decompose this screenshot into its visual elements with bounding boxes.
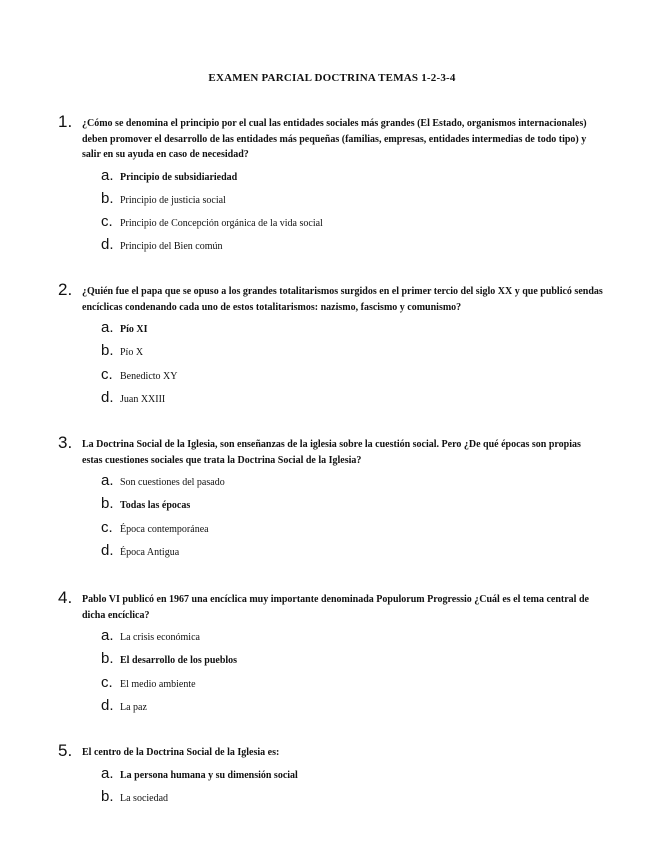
- option-letter: b.: [101, 787, 114, 805]
- option-d: [101, 390, 603, 413]
- question-3: [58, 433, 603, 566]
- option-letter: d.: [101, 388, 114, 406]
- option-letter: d.: [101, 696, 114, 714]
- option-letter: b.: [101, 650, 114, 668]
- option-letter: d.: [101, 236, 114, 254]
- question-number: 3.: [58, 433, 73, 452]
- option-letter: a.: [101, 166, 114, 184]
- question-text: Pablo VI publicó en 1967 una encíclica muy importante denominada Populorum Progressio ¿Cuál es el tema central de dicha encíclica?: [82, 594, 589, 621]
- options-list: [101, 628, 603, 721]
- options-list: [101, 473, 603, 566]
- question-text: La Doctrina Social de la Iglesia, son enseñanzas de la iglesia sobre la cuestión social. Pero ¿De qué épocas son propias estas cuestiones sociales que trata la Doctrina Social de la Iglesia?: [82, 439, 581, 466]
- option-d: [101, 543, 603, 566]
- option-text: Época Antigua: [120, 546, 180, 558]
- question-number: 2.: [58, 280, 73, 299]
- option-letter: d.: [101, 541, 114, 559]
- question-text: ¿Cómo se denomina el principio por el cual las entidades sociales más grandes (El Estado, organismos internacionales) deben promover el desarrollo de las entidades más pequeñas (familias, empresas, entidades intermedias de todo tipo) y salir en su ayuda en caso de necesidad?: [82, 118, 587, 160]
- option-text: Son cuestiones del pasado: [120, 477, 225, 488]
- question-4: [58, 588, 603, 721]
- option-letter: a.: [101, 764, 114, 782]
- option-a: [101, 766, 603, 789]
- question-text: El centro de la Doctrina Social de la Iglesia es:: [82, 747, 280, 758]
- exam-title: EXAMEN PARCIAL DOCTRINA TEMAS 1-2-3-4: [208, 72, 456, 84]
- option-letter: c.: [101, 365, 113, 383]
- option-letter: a.: [101, 319, 114, 336]
- option-letter: c.: [101, 213, 113, 231]
- option-b: [101, 789, 603, 812]
- option-c: [101, 520, 603, 543]
- option-text: Principio de justicia social: [120, 194, 226, 206]
- option-letter: b.: [101, 495, 114, 513]
- option-letter: c.: [101, 673, 113, 691]
- option-text: El medio ambiente: [120, 678, 196, 690]
- option-b: [101, 496, 603, 519]
- option-c: [101, 367, 603, 390]
- option-a: [101, 168, 603, 191]
- options-list: [101, 766, 603, 813]
- option-text: La paz: [120, 701, 147, 713]
- option-d: [101, 698, 603, 721]
- option-letter: a.: [101, 472, 114, 489]
- question-2: [58, 280, 603, 413]
- option-d: [101, 237, 603, 260]
- option-letter: b.: [101, 342, 114, 360]
- option-text: La sociedad: [120, 792, 169, 804]
- option-text: Época contemporánea: [120, 523, 209, 535]
- option-b: [101, 343, 603, 366]
- option-text: Principio de Concepción orgánica de la vida social: [120, 218, 323, 230]
- question-number: 5.: [58, 741, 73, 760]
- option-letter: b.: [101, 189, 114, 207]
- option-text: El desarrollo de los pueblos: [120, 655, 238, 667]
- options-list: [101, 320, 603, 413]
- option-text: Juan XXIII: [120, 393, 166, 405]
- options-list: [101, 168, 603, 261]
- option-letter: c.: [101, 518, 113, 536]
- option-text: Pío X: [120, 347, 144, 359]
- option-a: [101, 320, 603, 343]
- question-5: [58, 741, 603, 812]
- option-a: [101, 473, 603, 496]
- question-number: 4.: [58, 588, 73, 607]
- option-text: La persona humana y su dimensión social: [120, 769, 298, 781]
- option-c: [101, 214, 603, 237]
- option-letter: a.: [101, 627, 114, 644]
- option-text: Pío XI: [120, 324, 148, 335]
- question-text: ¿Quién fue el papa que se opuso a los grandes totalitarismos surgidos en el primer tercio del siglo XX y que publicó sendas encíclicas condenando cada uno de estos totalitarismos: nazismo, fascismo y comunismo?: [82, 286, 603, 313]
- question-1: [58, 112, 603, 261]
- option-text: La crisis económica: [120, 632, 200, 643]
- option-text: Principio del Bien común: [120, 241, 223, 253]
- option-text: Benedicto XY: [120, 370, 178, 382]
- option-b: [101, 191, 603, 214]
- option-text: Todas las épocas: [120, 500, 191, 512]
- option-c: [101, 675, 603, 698]
- option-b: [101, 651, 603, 674]
- option-a: [101, 628, 603, 651]
- option-text: Principio de subsidiariedad: [120, 171, 238, 183]
- question-number: 1.: [58, 112, 73, 131]
